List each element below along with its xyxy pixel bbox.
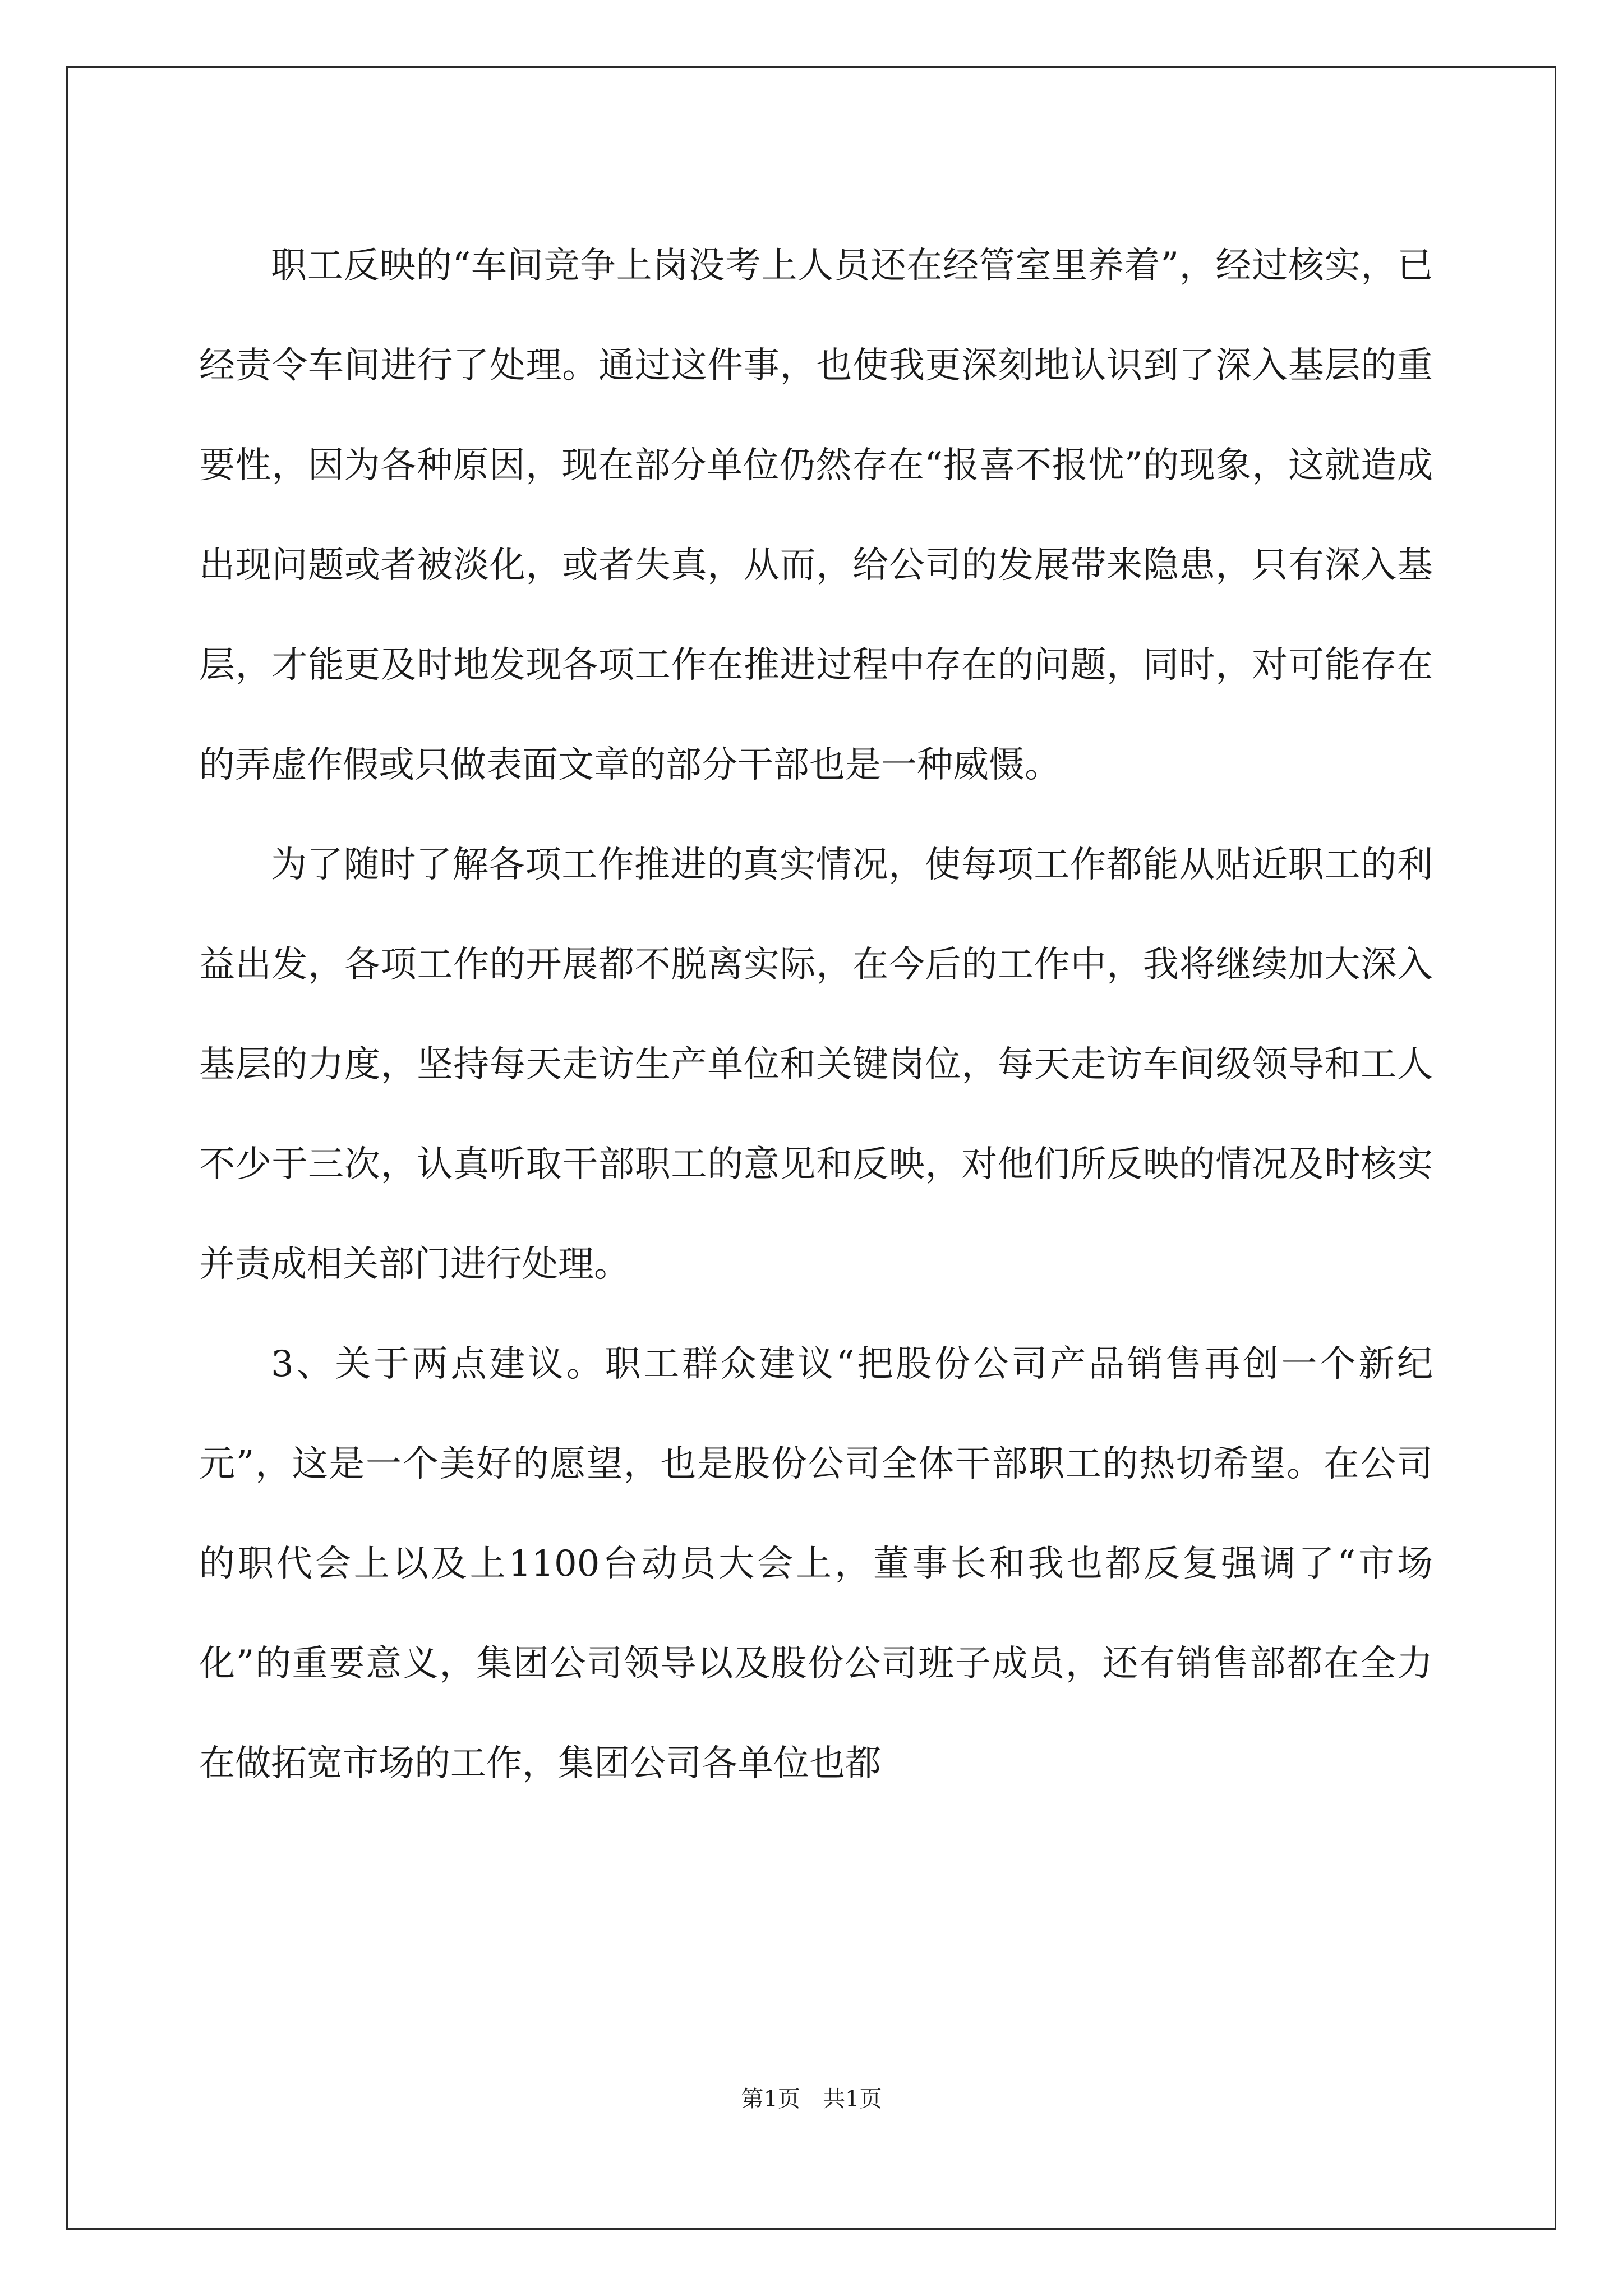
paragraph: 为了随时了解各项工作推进的真实情况，使每项工作都能从贴近职工的利益出发，各项工作的开展都不脱离实际，在今后的工作中，我将继续加大深入基层的力度，坚持每天走访生产单位和关键岗位，每天走访车间级领导和工人不少于三次，认真听取干部职工的意见和反映，对他们所反映的情况及时核实并责成相关部门进行处理。: [199, 844, 1433, 1285]
page-number-footer: 第1页 共1页: [741, 2086, 882, 2112]
document-body: [199, 216, 1433, 1814]
paragraph: 职工反映的“车间竞争上岗没考上人员还在经管室里养着”，经过核实，已经责令车间进行了处理。通过这件事，也使我更深刻地认识到了深入基层的重要性，因为各种原因，现在部分单位仍然存在“报喜不报忧”的现象，这就造成出现问题或者被淡化，或者失真，从而，给公司的发展带来隐患，只有深入基层，才能更及时地发现各项工作在推进过程中存在的问题，同时，对可能存在的弄虚作假或只做表面文章的部分干部也是一种威慑。: [199, 245, 1433, 786]
paragraph: 3、关于两点建议。职工群众建议“把股份公司产品销售再创一个新纪元”，这是一个美好的愿望，也是股份公司全体干部职工的热切希望。在公司的职代会上以及上1100台动员大会上，董事长和我也都反复强调了“市场化”的重要意义，集团公司领导以及股份公司班子成员，还有销售部都在全力在做拓宽市场的工作，集团公司各单位也都: [199, 1343, 1433, 1784]
